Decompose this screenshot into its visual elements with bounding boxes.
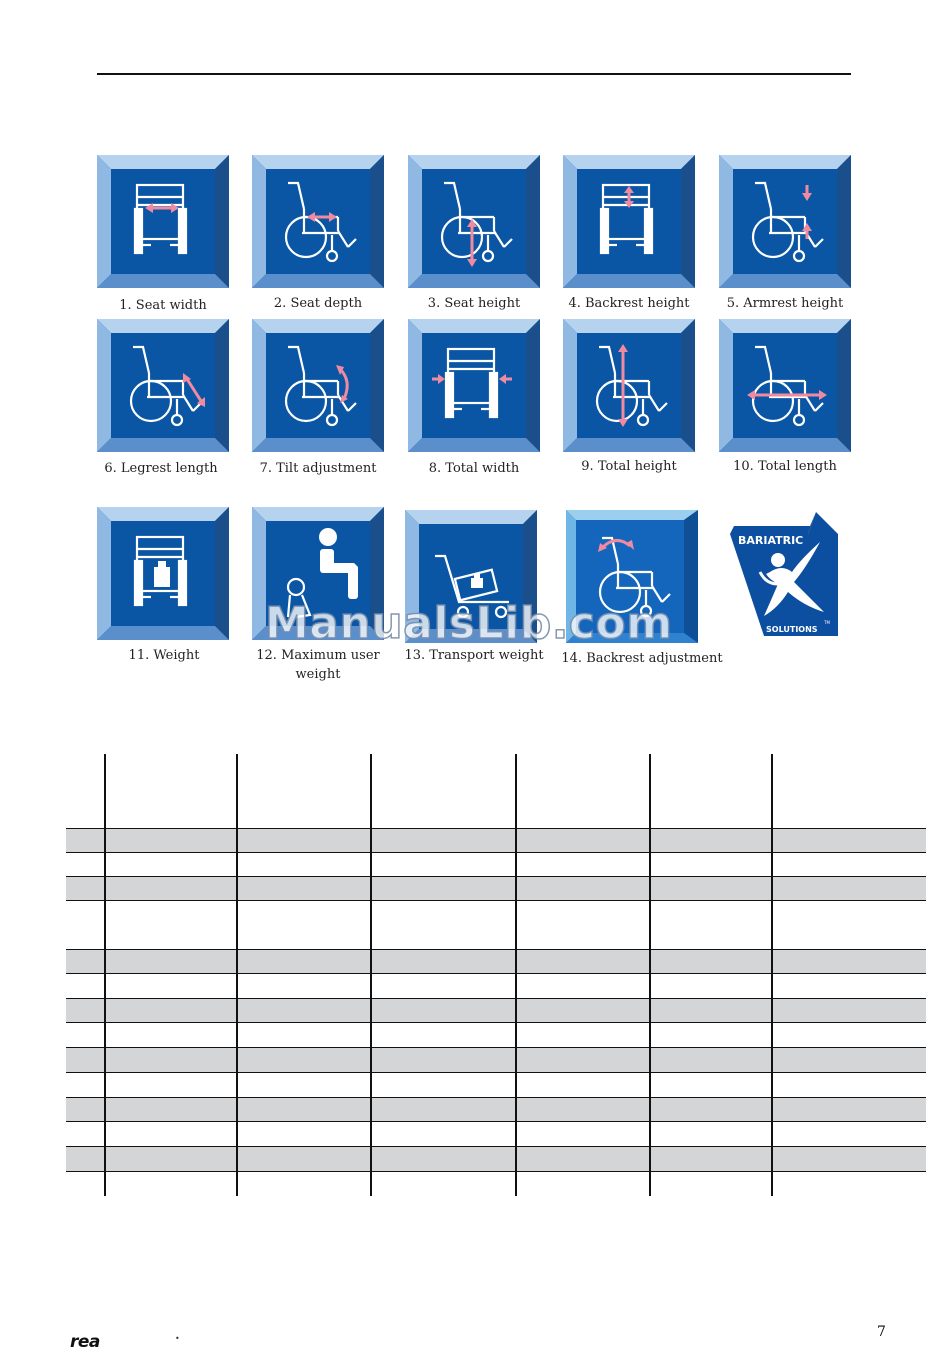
armrest-height-icon xyxy=(719,155,851,288)
table-column-divider xyxy=(515,754,517,1196)
table-row xyxy=(66,1172,926,1196)
table-column-divider xyxy=(649,754,651,1196)
table-column-divider xyxy=(370,754,372,1196)
weight-icon xyxy=(97,507,229,640)
caption-total-height: 9. Total height xyxy=(581,459,677,474)
total-height-icon xyxy=(563,319,695,452)
total-width-icon xyxy=(408,319,540,452)
caption-armrest-height: 5. Armrest height xyxy=(726,296,844,311)
caption-transport-weight: 13. Transport weight xyxy=(404,648,544,663)
footer-brand-logo: rea xyxy=(70,1332,100,1352)
table-column-divider xyxy=(771,754,773,1196)
seat-depth-icon xyxy=(252,155,384,288)
caption-legrest-length: 6. Legrest length xyxy=(104,461,218,476)
caption-total-width: 8. Total width xyxy=(428,461,520,476)
table-row xyxy=(66,1023,926,1048)
caption-backrest-height: 4. Backrest height xyxy=(568,296,690,311)
table-row xyxy=(66,974,926,999)
table-column-divider xyxy=(236,754,238,1196)
caption-maximum-user-weight: 12. Maximum user weight xyxy=(256,648,380,682)
tilt-adjustment-icon xyxy=(252,319,384,452)
caption-backrest-adjustment: 14. Backrest adjustment xyxy=(561,651,723,666)
table-row xyxy=(66,950,926,974)
table-row xyxy=(66,1073,926,1098)
seat-width-icon xyxy=(97,155,229,288)
logo-text-top: BARIATRIC xyxy=(738,534,804,547)
table-row xyxy=(66,1098,926,1122)
table-row xyxy=(66,1147,926,1172)
caption-tilt-adjustment: 7. Tilt adjustment xyxy=(259,461,377,476)
backrest-height-icon xyxy=(563,155,695,288)
caption-seat-height: 3. Seat height xyxy=(427,296,521,311)
table-row xyxy=(66,1122,926,1147)
watermark: ManualsLib.com xyxy=(265,598,673,649)
seat-height-icon xyxy=(408,155,540,288)
table-row xyxy=(66,829,926,853)
table-row xyxy=(66,877,926,901)
logo-text-bottom: SOLUTIONS xyxy=(766,625,818,634)
bariatric-solutions-logo xyxy=(730,512,838,636)
caption-total-length: 10. Total length xyxy=(733,459,837,474)
legrest-length-icon xyxy=(97,319,229,452)
table-row xyxy=(66,999,926,1023)
total-length-icon xyxy=(719,319,851,452)
table-row xyxy=(66,1048,926,1073)
caption-seat-depth: 2. Seat depth xyxy=(273,296,363,311)
footer-dot: • xyxy=(175,1334,180,1343)
table-header-row xyxy=(66,754,926,829)
caption-weight: 11. Weight xyxy=(128,648,200,663)
caption-seat-width: 1. Seat width xyxy=(119,298,207,313)
table-column-divider xyxy=(104,754,106,1196)
table-row xyxy=(66,901,926,950)
logo-tm: TM xyxy=(824,620,830,625)
top-rule xyxy=(97,73,851,75)
table-row xyxy=(66,853,926,877)
page-number: 7 xyxy=(877,1324,886,1340)
spec-table xyxy=(66,754,926,1196)
